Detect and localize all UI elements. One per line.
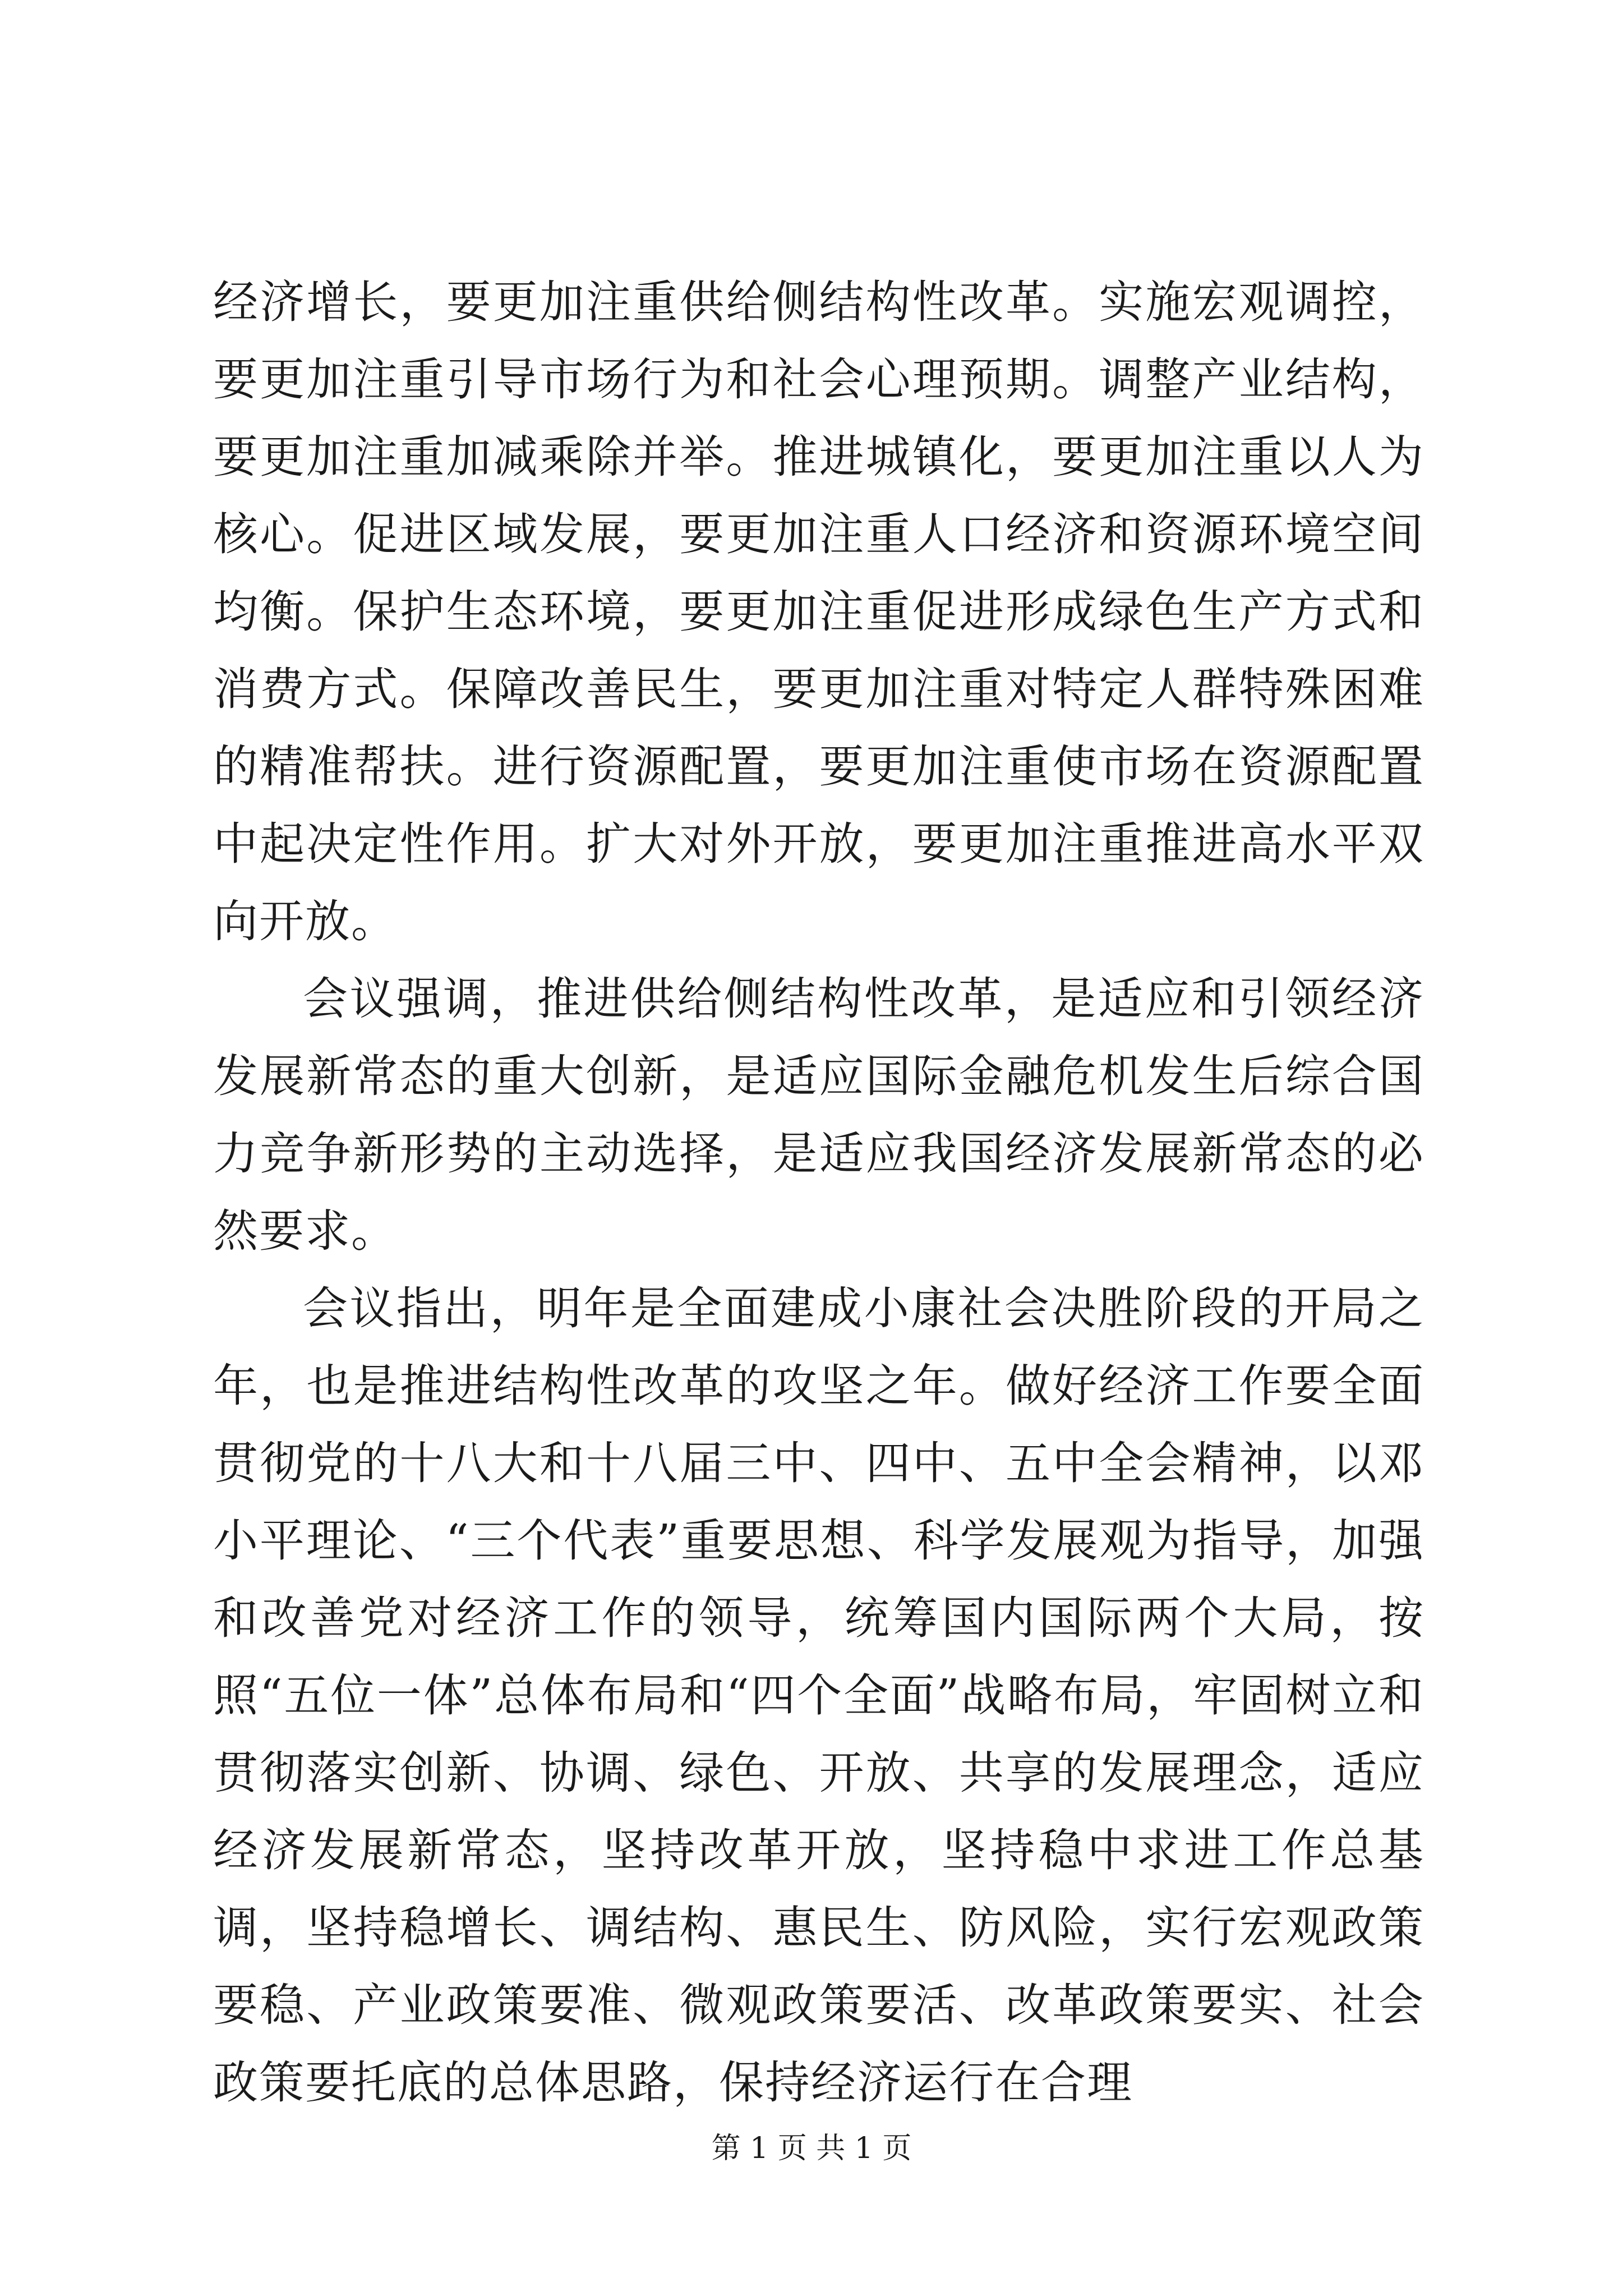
paragraph-1: 经济增长，要更加注重供给侧结构性改革。实施宏观调控，要更加注重引导市场行为和社会心理预期。调整产业结构，要更加注重加减乘除并举。推进城镇化，要更加注重以人为核心。促进区域发展，要更加注重人口经济和资源环境空间均衡。保护生态环境，要更加注重促进形成绿色生产方式和消费方式。保障改善民生，要更加注重对特定人群特殊困难的精准帮扶。进行资源配置，要更加注重使市场在资源配置中起决定性作用。扩大对外开放，要更加注重推进高水平双向开放。	[213, 276, 1424, 947]
document-body	[213, 264, 1424, 2122]
page-footer: 第 1 页 共 1 页	[711, 2132, 912, 2165]
paragraph-2: 会议强调，推进供给侧结构性改革，是适应和引领经济发展新常态的重大创新，是适应国际金融危机发生后综合国力竞争新形势的主动选择，是适应我国经济发展新常态的必然要求。	[213, 973, 1424, 1257]
paragraph-3: 会议指出，明年是全面建成小康社会决胜阶段的开局之年，也是推进结构性改革的攻坚之年。做好经济工作要全面贯彻党的十八大和十八届三中、四中、五中全会精神，以邓小平理论、“三个代表”重要思想、科学发展观为指导，加强和改善党对经济工作的领导，统筹国内国际两个大局，按照“五位一体”总体布局和“四个全面”战略布局，牢固树立和贯彻落实创新、协调、绿色、开放、共享的发展理念，适应经济发展新常态，坚持改革开放，坚持稳中求进工作总基调，坚持稳增长、调结构、惠民生、防风险，实行宏观政策要稳、产业政策要准、微观政策要活、改革政策要实、社会政策要托底的总体思路，保持经济运行在合理	[213, 1282, 1424, 2109]
